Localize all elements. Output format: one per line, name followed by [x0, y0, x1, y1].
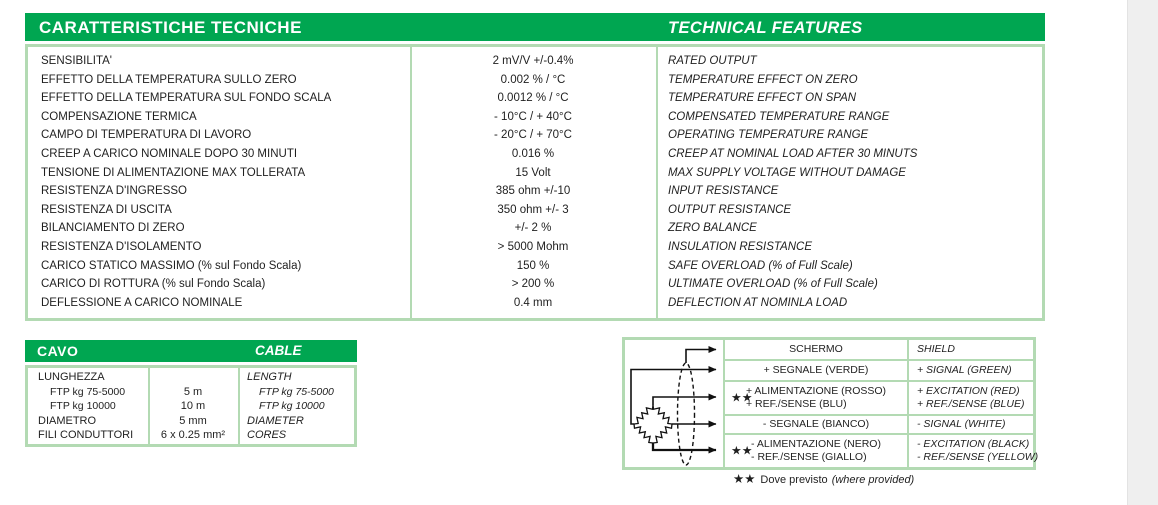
spec-label-english: INSULATION RESISTANCE [668, 240, 812, 253]
column-separator [656, 47, 658, 318]
cable-value: 10 m [180, 400, 206, 412]
cable-label-italian: DIAMETRO [38, 414, 97, 427]
spec-row [28, 52, 1042, 71]
cable-rows [28, 370, 354, 443]
cable-row [28, 399, 354, 414]
wiring-lines [751, 438, 881, 464]
spec-row [28, 294, 1042, 313]
spec-label-italian: SENSIBILITA' [41, 55, 113, 67]
cable-value [148, 370, 238, 385]
spec-value: +/- 2 % [514, 222, 552, 235]
tech-title-english: TECHNICAL FEATURES [668, 18, 863, 37]
cable-header-bar [25, 340, 357, 362]
wiring-line: + EXCITATION (RED) [917, 385, 1020, 398]
footnote-italian: Dove previsto [760, 474, 828, 486]
plus-excitation-wire [653, 397, 716, 405]
wiring-line: - REF./SENSE (GIALLO) [751, 451, 867, 463]
spec-row [28, 164, 1042, 183]
spec-value: 0.0012 % / °C [497, 92, 569, 105]
spec-label-italian: BILANCIAMENTO DI ZERO [41, 222, 185, 235]
spec-row [28, 145, 1042, 164]
spec-value: 0.002 % / °C [500, 73, 566, 86]
spec-row [28, 219, 1042, 238]
cable-value: 6 x 0.25 mm² [160, 429, 226, 441]
cable-row [28, 370, 354, 385]
spec-value: 0.4 mm [513, 296, 553, 309]
wiring-lines [746, 385, 886, 411]
spec-label-italian: COMPENSAZIONE TERMICA [41, 110, 197, 123]
footnote-english: (where provided) [831, 474, 915, 486]
column-separator [148, 368, 150, 444]
cable-label-english: CORES [247, 429, 287, 441]
cable-title-english: CABLE [255, 343, 302, 358]
tech-features-table [25, 44, 1045, 321]
spec-label-italian: RESISTENZA DI USCITA [41, 203, 172, 216]
spec-value: - 10°C / + 40°C [494, 110, 572, 123]
double-star-icon: ★★ [731, 390, 753, 405]
wiring-line: + SEGNALE (VERDE) [763, 364, 869, 377]
spec-label-english: ULTIMATE OVERLOAD (% of Full Scale) [668, 278, 878, 291]
wiring-cell-english [907, 433, 1039, 467]
wiring-line: SHIELD [917, 343, 955, 356]
spec-label-italian: DEFLESSIONE A CARICO NOMINALE [41, 296, 243, 309]
wiring-cell-english [907, 340, 1033, 359]
cable-row [28, 428, 354, 443]
cable-value: 5 m [183, 385, 203, 398]
spec-label-italian: CAMPO DI TEMPERATURA DI LAVORO [41, 129, 252, 142]
wiring-line: + SIGNAL (GREEN) [917, 364, 1012, 377]
spec-label-italian: CARICO STATICO MASSIMO (% sul Fondo Scala) [41, 259, 302, 272]
tech-title-italian: CARATTERISTICHE TECNICHE [39, 18, 302, 37]
wiring-line: - SEGNALE (BIANCO) [762, 418, 870, 431]
cable-label-italian: FTP kg 10000 [50, 400, 116, 412]
minus-excitation-wire [653, 443, 716, 450]
wiring-line: + REF./SENSE (BLUE) [917, 398, 1025, 410]
wiring-lines [789, 343, 843, 356]
spec-value: 2 mV/V +/-0.4% [492, 55, 574, 67]
spec-label-english: TEMPERATURE EFFECT ON ZERO [668, 73, 858, 86]
spec-value: 150 % [516, 259, 550, 272]
wiring-line: - ALIMENTAZIONE (NERO) [751, 438, 881, 451]
cable-label-english: LENGTH [247, 371, 292, 383]
spec-label-english: OPERATING TEMPERATURE RANGE [668, 129, 869, 142]
footnote [733, 471, 914, 486]
spec-row [28, 201, 1042, 220]
wiring-cell-italian [725, 433, 907, 467]
wiring-cell-english [907, 380, 1033, 414]
spec-value: > 5000 Mohm [497, 240, 569, 253]
wiring-line: + ALIMENTAZIONE (ROSSO) [745, 385, 887, 398]
wiring-table [622, 337, 1039, 470]
spec-label-italian: TENSIONE DI ALIMENTAZIONE MAX TOLLERATA [41, 166, 306, 179]
wiring-cell-italian [725, 414, 907, 433]
column-separator [238, 368, 240, 444]
wheatstone-bridge-diagram [625, 340, 725, 467]
spec-value: 15 Volt [515, 166, 551, 179]
page-right-margin [1127, 0, 1158, 505]
spec-row [28, 108, 1042, 127]
spec-label-english: TEMPERATURE EFFECT ON SPAN [668, 92, 857, 105]
spec-label-italian: CREEP A CARICO NOMINALE DOPO 30 MINUTI [41, 147, 298, 160]
spec-value: > 200 % [511, 278, 555, 291]
cable-label-english: FTP kg 75-5000 [259, 385, 334, 398]
spec-row [28, 257, 1042, 276]
shield-wire [686, 350, 716, 364]
tech-features-rows [28, 52, 1042, 312]
spec-label-english: ZERO BALANCE [668, 222, 757, 235]
spec-row [28, 89, 1042, 108]
spec-label-italian: EFFETTO DELLA TEMPERATURA SULLO ZERO [41, 73, 297, 86]
cable-title-italian: CAVO [37, 343, 79, 359]
double-star-icon: ★★ [733, 472, 756, 486]
wiring-cell-italian [725, 359, 907, 380]
spec-value: 385 ohm +/-10 [495, 185, 571, 198]
double-star-icon: ★★ [731, 443, 753, 458]
spec-label-italian: RESISTENZA D'INGRESSO [41, 185, 187, 198]
cable-value: 5 mm [179, 414, 207, 427]
spec-label-english: MAX SUPPLY VOLTAGE WITHOUT DAMAGE [668, 166, 906, 179]
cable-label-italian: FTP kg 75-5000 [50, 385, 126, 398]
spec-label-italian: EFFETTO DELLA TEMPERATURA SUL FONDO SCALA [41, 92, 332, 105]
wiring-lines [763, 418, 869, 431]
spec-row [28, 182, 1042, 201]
spec-label-italian: CARICO DI ROTTURA (% sul Fondo Scala) [41, 278, 266, 291]
spec-value: - 20°C / + 70°C [494, 129, 572, 142]
column-separator [410, 47, 412, 318]
bridge-resistor [634, 405, 653, 424]
wiring-cell-italian [725, 380, 907, 414]
wiring-line: + REF./SENSE (BLU) [745, 398, 847, 410]
spec-value: 0.016 % [511, 147, 555, 160]
spec-label-italian: RESISTENZA D'ISOLAMENTO [41, 240, 202, 253]
cable-label-italian: FILI CONDUTTORI [38, 429, 134, 441]
wiring-lines [764, 364, 869, 377]
spec-row [28, 71, 1042, 90]
cable-label-english: DIAMETER [247, 414, 304, 427]
cable-row [28, 385, 354, 400]
spec-row [28, 275, 1042, 294]
spec-row [28, 238, 1042, 257]
wiring-line: - SIGNAL (WHITE) [917, 418, 1006, 431]
wiring-line: - EXCITATION (BLACK) [917, 438, 1030, 451]
spec-row [28, 126, 1042, 145]
tech-features-header-bar [25, 13, 1045, 41]
spec-label-english: DEFLECTION AT NOMINLA LOAD [668, 296, 848, 309]
wiring-cell-italian [725, 340, 907, 359]
spec-label-english: RATED OUTPUT [668, 55, 757, 67]
spec-label-english: COMPENSATED TEMPERATURE RANGE [668, 110, 890, 123]
spec-label-english: INPUT RESISTANCE [668, 185, 779, 198]
spec-label-english: SAFE OVERLOAD (% of Full Scale) [668, 259, 853, 272]
wiring-cell-english [907, 414, 1033, 433]
bridge-diagram-cell [625, 340, 725, 467]
spec-value: 350 ohm +/- 3 [497, 203, 569, 216]
cable-row [28, 414, 354, 429]
wiring-line: SCHERMO [789, 343, 843, 356]
cable-table [25, 365, 357, 447]
wiring-line: - REF./SENSE (YELLOW) [917, 451, 1039, 463]
bridge-resistor [653, 424, 672, 443]
bridge-resistor [653, 405, 672, 424]
cable-label-english: FTP kg 10000 [259, 400, 325, 412]
spec-label-english: OUTPUT RESISTANCE [668, 203, 792, 216]
bridge-resistor [634, 424, 653, 443]
wiring-cell-english [907, 359, 1033, 380]
spec-label-english: CREEP AT NOMINAL LOAD AFTER 30 MINUTS [668, 147, 918, 160]
cable-label-italian: LUNGHEZZA [38, 371, 105, 383]
